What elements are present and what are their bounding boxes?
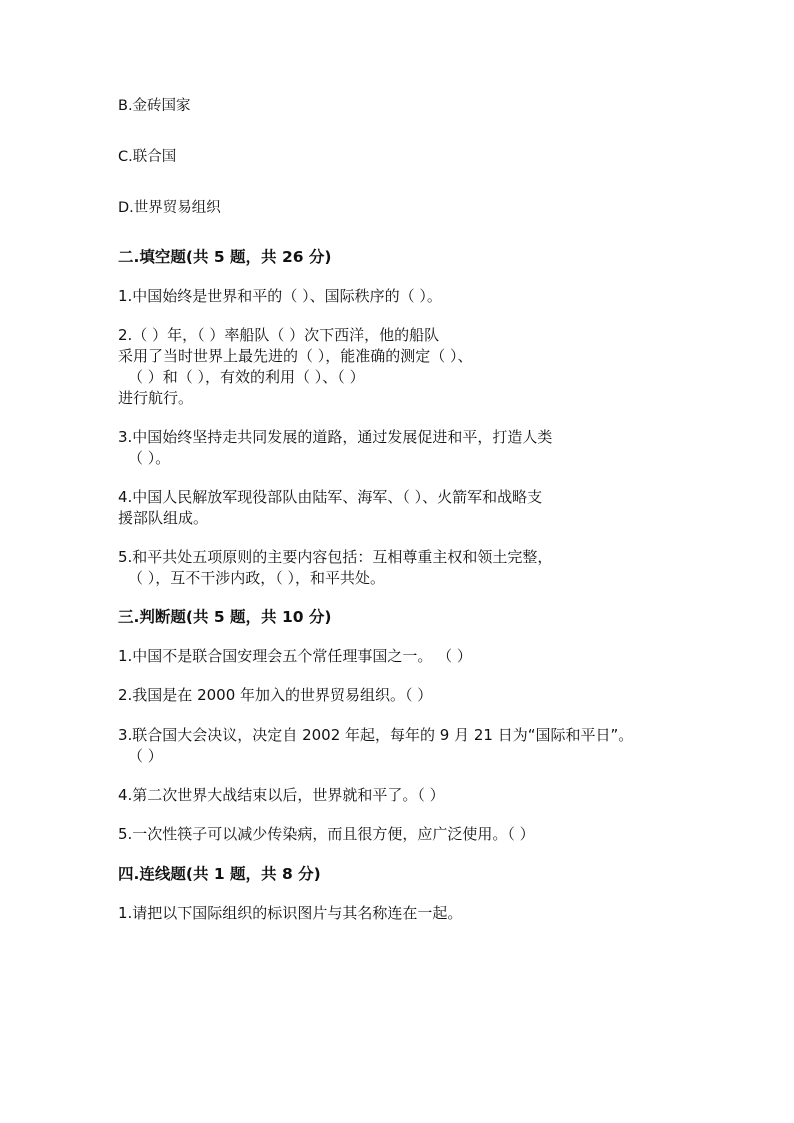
judge-question-2: 2.我国是在 2000 年加入的世界贸易组织。（ ）: [118, 686, 433, 704]
judge-question-3-line-2: （ ）: [128, 747, 163, 765]
section-heading-matching: 四.连线题(共 1 题，共 8 分): [118, 865, 321, 883]
matching-question-1: 1.请把以下国际组织的标识图片与其名称连在一起。: [118, 904, 463, 922]
option-b: B.金砖国家: [118, 98, 191, 114]
option-c: C.联合国: [118, 149, 177, 165]
section-heading-fill-blank: 二.填空题(共 5 题，共 26 分): [118, 248, 332, 266]
fill-question-2-line-3: （ ）和（ ），有效的利用（ ）、（ ）: [128, 368, 365, 386]
judge-question-4: 4.第二次世界大战结束以后，世界就和平了。（ ）: [118, 786, 445, 804]
fill-question-2-line-2: 采用了当时世界上最先进的（ ），能准确的测定（ ）、: [118, 347, 473, 365]
fill-question-2-line-4: 进行航行。: [118, 389, 194, 407]
fill-question-4-line-2: 援部队组成。: [118, 509, 209, 527]
fill-question-5-line-2: （ ），互不干涉内政，（ ），和平共处。: [128, 569, 386, 587]
fill-question-3-line-2: （ ）。: [128, 449, 171, 467]
fill-question-3-line-1: 3.中国始终坚持走共同发展的道路，通过发展促进和平，打造人类: [118, 428, 553, 446]
judge-question-3-line-1: 3.联合国大会决议，决定自 2002 年起，每年的 9 月 21 日为“国际和平日”。: [118, 726, 634, 744]
fill-question-1: 1.中国始终是世界和平的（ ）、国际秩序的（ ）。: [118, 287, 442, 305]
judge-question-1: 1.中国不是联合国安理会五个常任理事国之一。 （ ）: [118, 647, 472, 665]
option-d: D.世界贸易组织: [118, 200, 221, 216]
judge-question-5: 5.一次性筷子可以减少传染病，而且很方便，应广泛使用。（ ）: [118, 825, 535, 843]
fill-question-5-line-1: 5.和平共处五项原则的主要内容包括：互相尊重主权和领土完整，: [118, 548, 553, 566]
fill-question-2-line-1: 2.（ ）年，（ ）率船队（ ）次下西洋，他的船队: [118, 326, 440, 344]
section-heading-true-false: 三.判断题(共 5 题，共 10 分): [118, 608, 332, 626]
fill-question-4-line-1: 4.中国人民解放军现役部队由陆军、海军、（ ）、火箭军和战略支: [118, 488, 543, 506]
